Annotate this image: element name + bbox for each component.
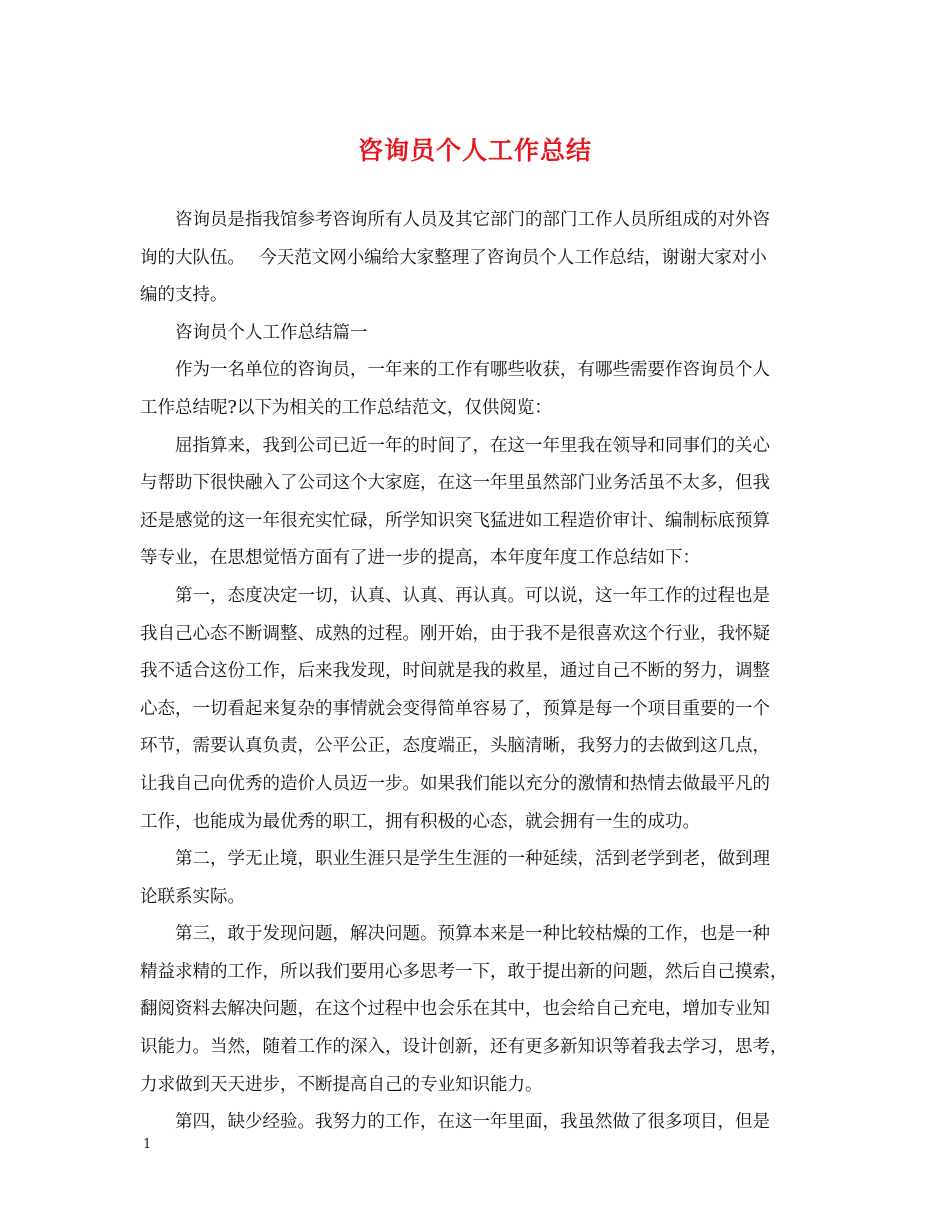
text-line: 第一，态度决定一切，认真、认真、再认真。可以说，这一年工作的过程也是 [175, 585, 770, 606]
text-line: 让我自己向优秀的造价人员迈一步。如果我们能以充分的激情和热情去做最平凡的 [140, 773, 770, 794]
paragraph [140, 578, 814, 841]
page-number: 1 [143, 1137, 152, 1152]
paragraph [140, 916, 814, 1104]
text-line: 屈指算来，我到公司已近一年的时间了，在这一年里我在领导和同事们的关心 [175, 435, 770, 456]
text-line: 还是感觉的这一年很充实忙碌，所学知识突飞猛进如工程造价审计、编制标底预算 [140, 510, 770, 531]
paragraph [140, 202, 814, 315]
text-line: 环节，需要认真负责，公平公正，态度端正，头脑清晰，我努力的去做到这几点， [140, 736, 770, 757]
text-line: 询的大队伍。 今天范文网小编给大家整理了咨询员个人工作总结，谢谢大家对小 [140, 247, 767, 268]
text-line: 工作，也能成为最优秀的职工，拥有积极的心态，就会拥有一生的成功。 [140, 811, 700, 832]
text-line: 编的支持。 [140, 285, 228, 306]
text-line: 论联系实际。 [140, 886, 245, 907]
text-line: 翻阅资料去解决问题，在这个过程中也会乐在其中，也会给自己充电，增加专业知 [140, 999, 770, 1020]
document-title: 咨询员个人工作总结 [357, 136, 592, 165]
text-line: 与帮助下很快融入了公司这个大家庭，在这一年里虽然部门业务活虽不太多，但我 [140, 473, 770, 494]
text-line: 等专业，在思想觉悟方面有了进一步的提高，本年度年度工作总结如下： [140, 548, 700, 569]
paragraph [140, 428, 814, 578]
text-line: 我自己心态不断调整、成熟的过程。刚开始，由于我不是很喜欢这个行业，我怀疑 [140, 623, 770, 644]
paragraph [140, 315, 814, 353]
text-line: 咨询员是指我馆参考咨询所有人员及其它部门的部门工作人员所组成的对外咨 [175, 210, 770, 230]
paragraph [140, 1104, 814, 1142]
text-line: 第三，敢于发现问题，解决问题。预算本来是一种比较枯燥的工作，也是一种 [175, 924, 770, 945]
paragraph [140, 352, 814, 427]
section-heading: 咨询员个人工作总结篇一 [175, 322, 368, 343]
text-line: 识能力。当然，随着工作的深入，设计创新，还有更多新知识等着我去学习，思考， [140, 1037, 788, 1058]
text-line: 心态，一切看起来复杂的事情就会变得简单容易了，预算是每一个项目重要的一个 [140, 698, 770, 719]
text-line: 我不适合这份工作，后来我发现，时间就是我的救星，通过自己不断的努力，调整 [140, 661, 770, 682]
text-line: 工作总结呢?以下为相关的工作总结范文，仅供阅览： [140, 397, 552, 418]
paragraph [140, 841, 814, 916]
document-body [140, 202, 814, 1142]
text-line: 作为一名单位的咨询员，一年来的工作有哪些收获，有哪些需要作咨询员个人 [175, 360, 770, 381]
text-line: 第二，学无止境，职业生涯只是学生生涯的一种延续，活到老学到老，做到理 [175, 849, 770, 870]
text-line: 第四，缺少经验。我努力的工作，在这一年里面，我虽然做了很多项目，但是 [175, 1112, 770, 1133]
text-line: 精益求精的工作，所以我们要用心多思考一下，敢于提出新的问题，然后自己摸索， [140, 961, 788, 982]
text-line: 力求做到天天进步，不断提高自己的专业知识能力。 [140, 1074, 543, 1095]
